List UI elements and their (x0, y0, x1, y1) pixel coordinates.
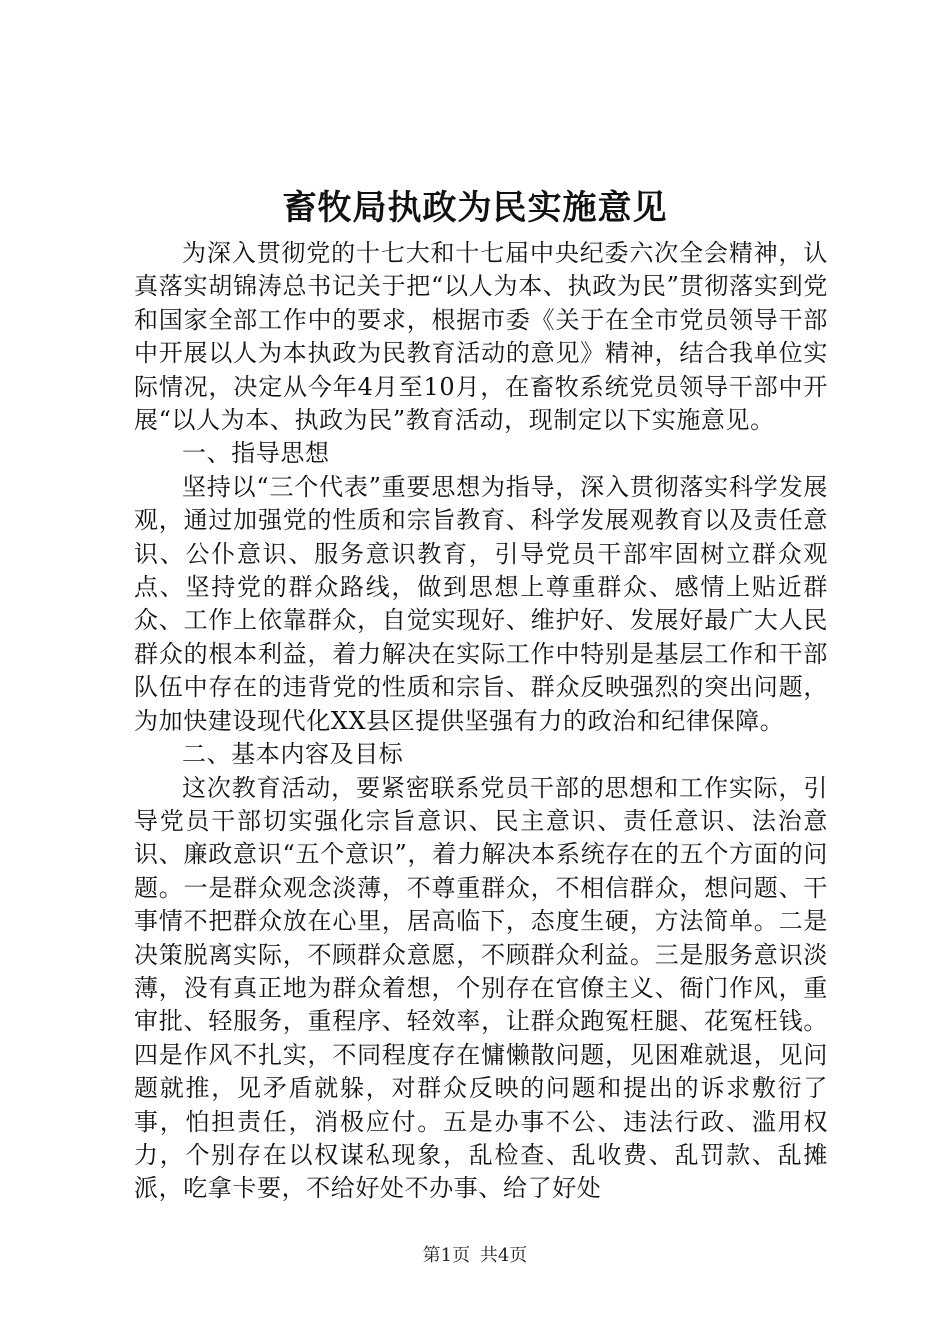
section-heading-guiding-thought: 一、指导思想 (182, 439, 330, 468)
guiding-thought-paragraph: 坚持以“三个代表”重要思想为指导，深入贯彻落实科学发展观，通过加强党的性质和宗旨教育、科学发展观教育以及责任意识、公仆意识、服务意识教育，引导党员干部牢固树立群众观点、坚持党的群众路线，做到思想上尊重群众、感情上贴近群众、工作上依靠群众，自觉实现好、维护好、发展好最广大人民群众的根本利益，着力解决在实际工作中特别是基层工作和干部队伍中存在的违背党的性质和宗旨、群众反映强烈的突出问题，为加快建设现代化XX县区提供坚强有力的政治和纪律保障。 (134, 472, 828, 735)
page-number: 第1页 (422, 1245, 471, 1266)
page-total: 共4页 (479, 1245, 528, 1266)
content-goals-paragraph: 这次教育活动，要紧密联系党员干部的思想和工作实际，引导党员干部切实强化宗旨意识、民主意识、责任意识、法治意识、廉政意识“五个意识”，着力解决本系统存在的五个方面的问题。一是群众观念淡薄，不尊重群众，不相信群众，想问题、干事情不把群众放在心里，居高临下，态度生硬，方法简单。二是决策脱离实际，不顾群众意愿，不顾群众利益。三是服务意识淡薄，没有真正地为群众着想，个别存在官僚主义、衙门作风，重审批、轻服务，重程序、轻效率，让群众跑冤枉腿、花冤枉钱。四是作风不扎实，不同程度存在慵懒散问题，见困难就退，见问题就推，见矛盾就躲，对群众反映的问题和提出的诉求敷衍了事，怕担责任，消极应付。五是办事不公、违法行政、滥用权力，个别存在以权谋私现象，乱检查、乱收费、乱罚款、乱摊派，吃拿卡要，不给好处不办事、给了好处 (134, 773, 828, 1203)
document-body (134, 237, 828, 1206)
intro-paragraph: 为深入贯彻党的十七大和十七届中央纪委六次全会精神，认真落实胡锦涛总书记关于把“以人为本、执政为民”贯彻落实到党和国家全部工作中的要求，根据市委《关于在全市党员领导干部中开展以人为本执政为民教育活动的意见》精神，结合我单位实际情况，决定从今年4月至10月，在畜牧系统党员领导干部中开展“以人为本、执政为民”教育活动，现制定以下实施意见。 (134, 239, 828, 435)
document-title: 畜牧局执政为民实施意见 (282, 188, 668, 228)
page-footer (0, 1244, 950, 1268)
section-heading-content-goals: 二、基本内容及目标 (182, 740, 404, 769)
